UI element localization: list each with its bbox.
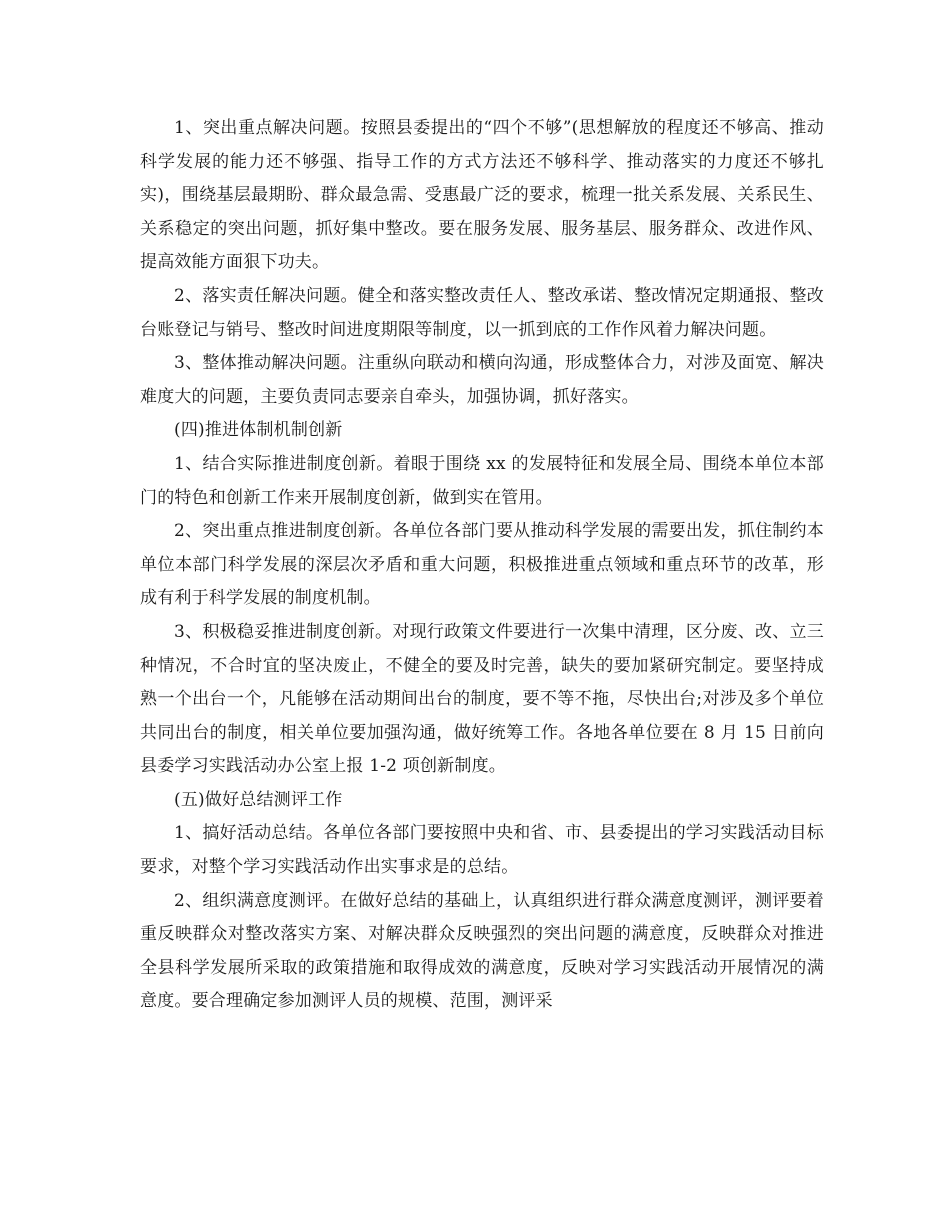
section-heading-summary-evaluation: (五)做好总结测评工作 <box>174 789 343 810</box>
paragraph-rectify-key-problems: 1、突出重点解决问题。按照县委提出的“四个不够”(思想解放的程度还不够高、推动科学发展的能力还不够强、指导工作的方式方法还不够科学、推动落实的力度还不够扎实)，围绕基层最期盼、群众最急需、受惠最广泛的要求，梳理一批关系发展、关系民生、关系稳定的突出问题，抓好集中整改。要在服务发展、服务基层、服务群众、改进作风、提高效能方面狠下功夫。 <box>140 118 824 273</box>
paragraph-practical-innovation: 1、结合实际推进制度创新。着眼于围绕 xx 的发展特征和发展全局、围绕本单位本部门的特色和创新工作来开展制度创新，做到实在管用。 <box>140 453 824 508</box>
document-body <box>140 112 824 1019</box>
paragraph-steady-innovation: 3、积极稳妥推进制度创新。对现行政策文件要进行一次集中清理，区分废、改、立三种情况，不合时宜的坚决废止，不健全的要及时完善，缺失的要加紧研究制定。要坚持成熟一个出台一个，凡能够在活动期间出台的制度，要不等不拖，尽快出台;对涉及多个单位共同出台的制度，相关单位要加强沟通，做好统筹工作。各地各单位要在 8 月 15 日前向县委学习实践活动办公室上报 1-2 项创新制度。 <box>140 621 824 777</box>
paragraph-activity-summary: 1、搞好活动总结。各单位各部门要按照中央和省、市、县委提出的学习实践活动目标要求，对整个学习实践活动作出实事求是的总结。 <box>140 823 824 878</box>
paragraph-satisfaction-evaluation: 2、组织满意度测评。在做好总结的基础上，认真组织进行群众满意度测评，测评要着重反映群众对整改落实方案、对解决群众反映强烈的突出问题的满意度，反映群众对推进全县科学发展所采取的政策措施和取得成效的满意度，反映对学习实践活动开展情况的满意度。要合理确定参加测评人员的规模、范围，测评采 <box>140 890 824 1012</box>
paragraph-overall-promotion: 3、整体推动解决问题。注重纵向联动和横向沟通，形成整体合力，对涉及面宽、解决难度大的问题，主要负责同志要亲自牵头，加强协调，抓好落实。 <box>140 353 824 407</box>
paragraph-implement-responsibility: 2、落实责任解决问题。健全和落实整改责任人、整改承诺、整改情况定期通报、整改台账登记与销号、整改时间进度期限等制度，以一抓到底的工作作风着力解决问题。 <box>140 285 824 340</box>
paragraph-key-innovation: 2、突出重点推进制度创新。各单位各部门要从推动科学发展的需要出发，抓住制约本单位本部门科学发展的深层次矛盾和重大问题，积极推进重点领域和重点环节的改革，形成有利于科学发展的制度机制。 <box>140 521 824 609</box>
section-heading-institutional-innovation: (四)推进体制机制创新 <box>174 420 343 441</box>
